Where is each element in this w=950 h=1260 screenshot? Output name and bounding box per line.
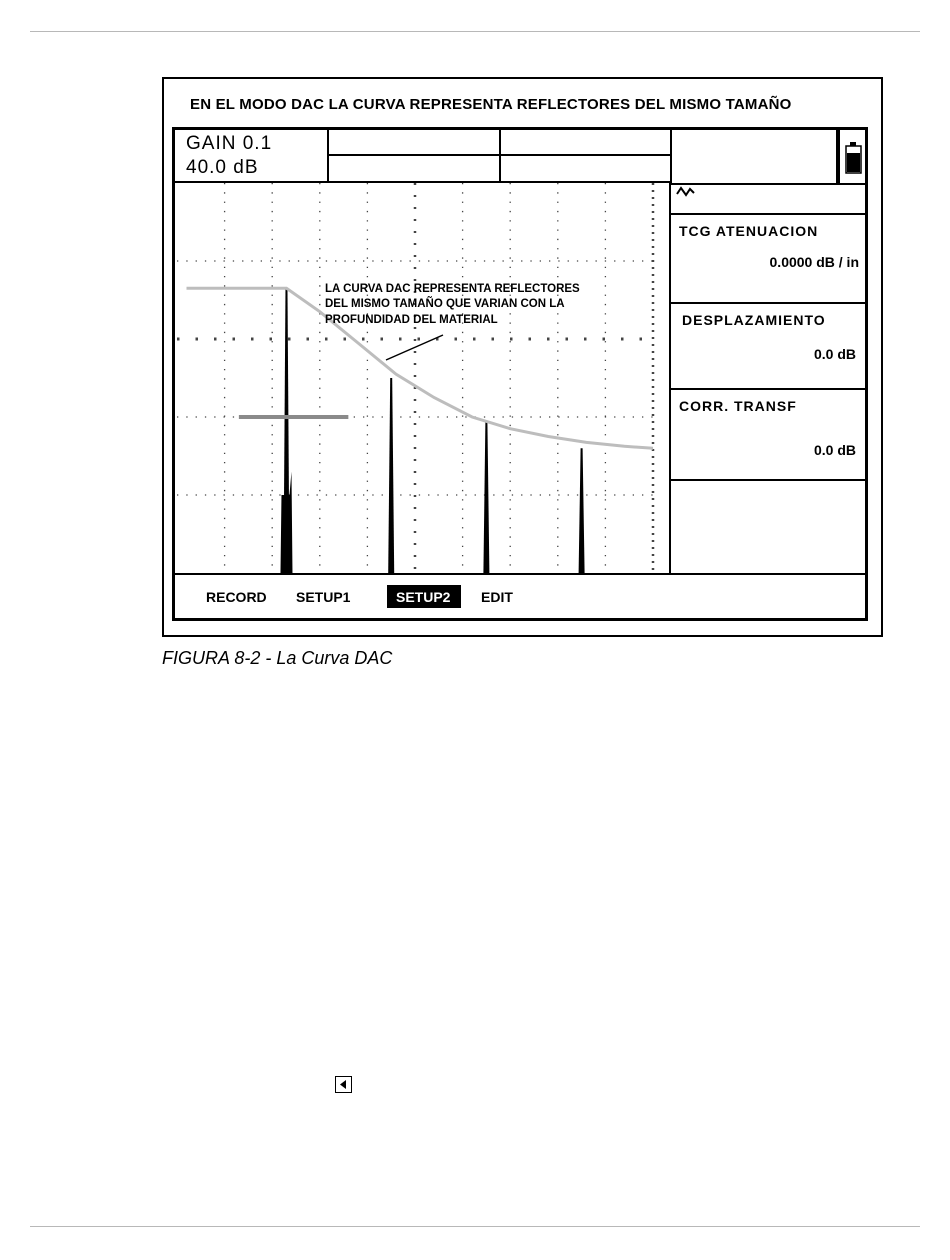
transfer-correction-value: 0.0 dB bbox=[813, 442, 856, 458]
tab-record[interactable]: RECORD bbox=[206, 589, 267, 605]
transfer-correction-panel[interactable] bbox=[669, 390, 865, 481]
tcg-attenuation-label: TCG ATENUACION bbox=[679, 223, 819, 239]
figure-caption: FIGURA 8-2 - La Curva DAC bbox=[162, 648, 393, 668]
rf-waveform-icon bbox=[676, 186, 696, 198]
gain-readout: GAIN 0.1 bbox=[186, 133, 273, 154]
transfer-correction-label: CORR. TRANSF bbox=[679, 398, 797, 414]
instrument-screen bbox=[172, 127, 868, 621]
annotation-line-1: LA CURVA DAC REPRESENTA REFLECTORES bbox=[325, 283, 580, 295]
waveform-panel bbox=[669, 183, 865, 215]
offset-label: DESPLAZAMIENTO bbox=[682, 312, 826, 328]
bottom-rule bbox=[30, 1226, 920, 1227]
tcg-attenuation-panel[interactable] bbox=[669, 215, 865, 304]
dac-curve bbox=[187, 288, 654, 448]
left-arrow-icon bbox=[336, 1077, 351, 1092]
annotation-line-3: PROFUNDIDAD DEL MATERIAL bbox=[325, 314, 498, 326]
annotation-pointer bbox=[386, 335, 443, 360]
echo-peak-2 bbox=[388, 378, 394, 573]
status-field-5 bbox=[672, 130, 838, 183]
echo-peak-3 bbox=[483, 421, 489, 573]
figure-title: EN EL MODO DAC LA CURVA REPRESENTA REFLECTORES DEL MISMO TAMAÑO bbox=[190, 96, 792, 113]
battery-box bbox=[838, 130, 865, 183]
echo-peak-4 bbox=[579, 448, 585, 573]
annotation-line-2: DEL MISMO TAMAÑO QUE VARIAN CON LA bbox=[325, 298, 565, 310]
battery-icon bbox=[844, 141, 864, 175]
left-arrow-key bbox=[335, 1076, 352, 1093]
a-scan-display bbox=[175, 130, 671, 575]
empty-panel[interactable] bbox=[669, 481, 865, 575]
tcg-attenuation-value: 0.0000 dB / in bbox=[769, 254, 859, 270]
offset-panel[interactable] bbox=[669, 304, 865, 390]
top-rule bbox=[30, 31, 920, 32]
offset-value: 0.0 dB bbox=[813, 346, 856, 362]
tab-setup2[interactable]: SETUP2 bbox=[387, 585, 461, 608]
tab-edit[interactable]: EDIT bbox=[481, 589, 513, 605]
echo-signals bbox=[280, 288, 584, 573]
tab-setup1[interactable]: SETUP1 bbox=[296, 589, 351, 605]
menu-bar bbox=[175, 573, 865, 618]
gain-db-readout: 40.0 dB bbox=[186, 157, 259, 178]
